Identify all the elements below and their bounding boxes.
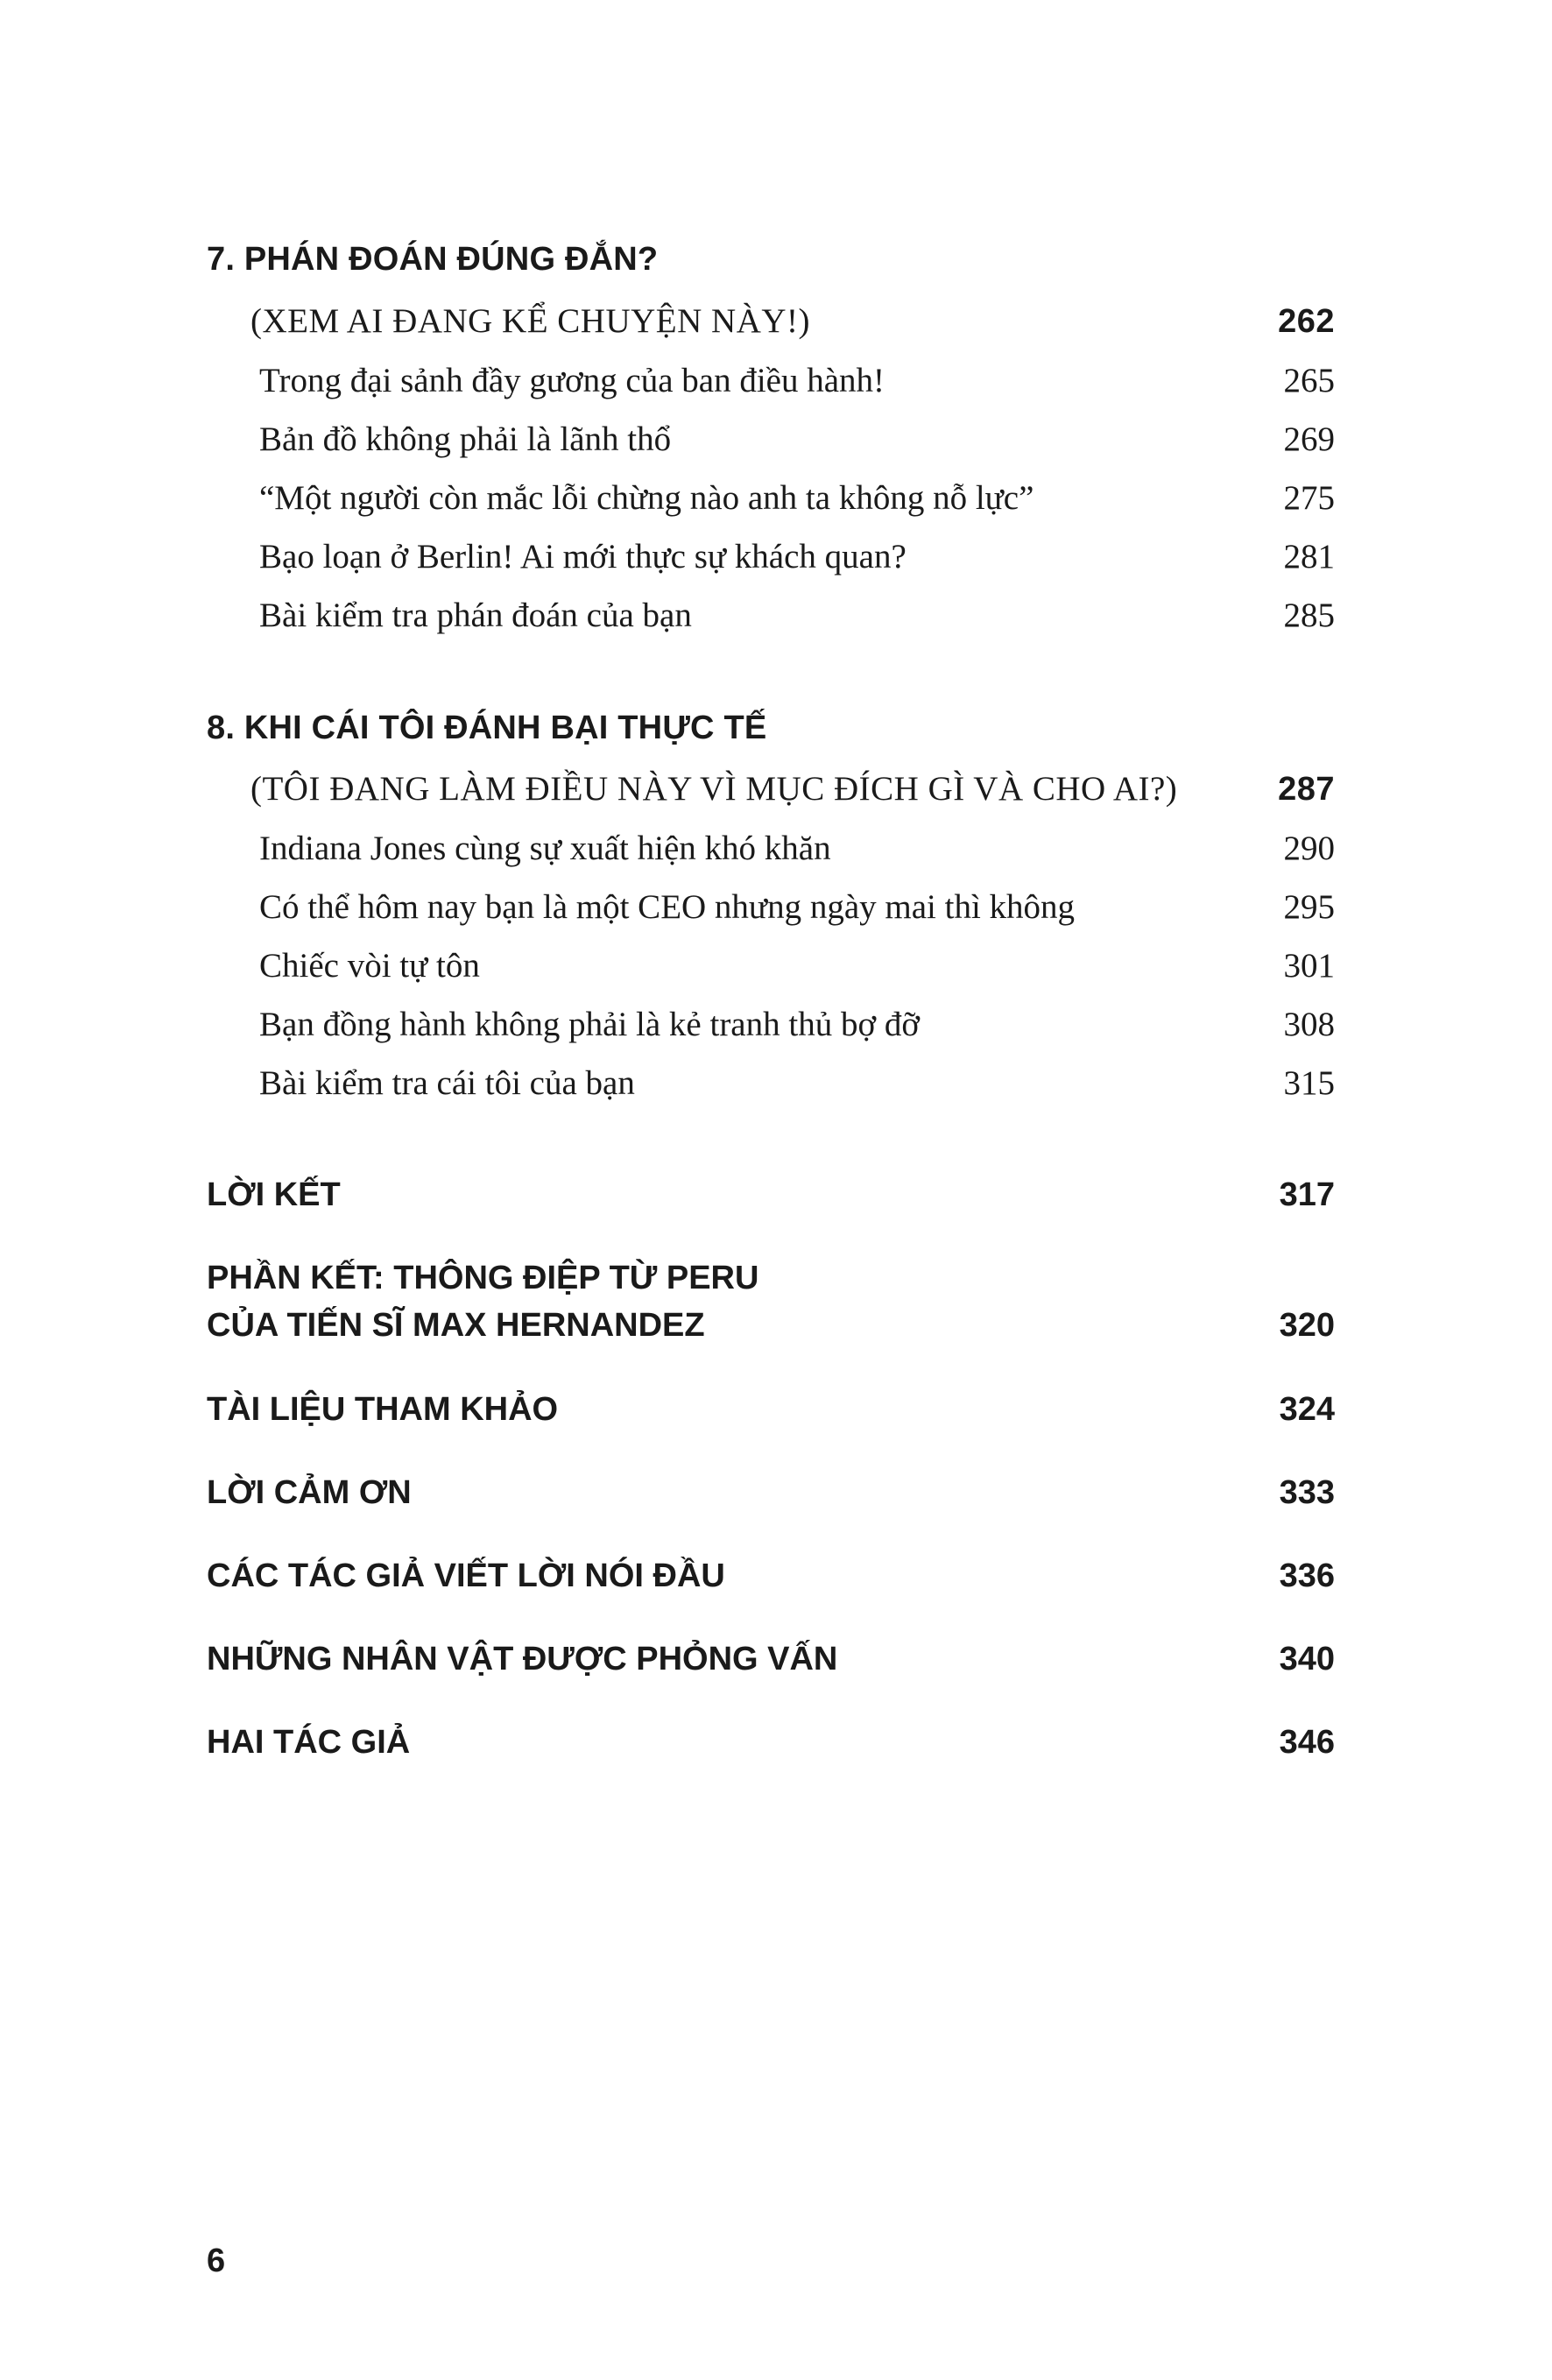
chapter-8-subtitle: (TÔI ĐANG LÀM ĐIỀU NÀY VÌ MỤC ĐÍCH GÌ VÀ CHO AI?) [250,770,1178,808]
chapter-8-subtitle-row [250,769,1335,809]
toc-entry-label: Có thể hôm nay bạn là một CEO nhưng ngày mai thì không [259,888,1076,926]
toc-section-label: HAI TÁC GIẢ [207,1724,411,1761]
toc-entry-page: 269 [1283,420,1335,458]
toc-entry-label: Bạn đồng hành không phải là kẻ tranh thủ bợ đỡ [259,1006,920,1043]
toc-entry [259,887,1335,927]
toc-section-page: 317 [1279,1176,1335,1213]
toc-entry [259,420,1335,459]
toc-section-label: CÁC TÁC GIẢ VIẾT LỜI NÓI ĐẦU [207,1557,725,1594]
toc-section-page: 346 [1279,1724,1335,1761]
toc-entry-label: Bạo loạn ở Berlin! Ai mới thực sự khách quan? [259,538,907,576]
toc-section-page: 336 [1279,1557,1335,1594]
toc-entry-page: 281 [1283,538,1335,576]
chapter-8-title: 8. KHI CÁI TÔI ĐÁNH BẠI THỰC TẾ [207,710,767,746]
toc-entry-page: 295 [1283,888,1335,926]
toc-section-page: 340 [1279,1641,1335,1677]
toc-section-authors [207,1724,1335,1762]
toc-section-epilogue [207,1176,1335,1214]
toc-entry-label: Bản đồ không phải là lãnh thổ [259,420,672,458]
toc-entry-label: “Một người còn mắc lỗi chừng nào anh ta không nỗ lực” [259,479,1034,517]
chapter-7-subtitle: (XEM AI ĐANG KỂ CHUYỆN NÀY!) [250,302,811,340]
toc-entry-label: Indiana Jones cùng sự xuất hiện khó khăn [259,830,831,867]
toc-entry [259,596,1335,635]
table-of-contents [207,0,1335,2380]
toc-section-afterword-line1 [207,1260,1335,1297]
toc-entry [259,361,1335,400]
chapter-7-page: 262 [1278,303,1335,340]
toc-entry-label: Bài kiểm tra cái tôi của bạn [259,1064,635,1102]
toc-entry [259,946,1335,985]
toc-section-label: NHỮNG NHÂN VẬT ĐƯỢC PHỎNG VẤN [207,1641,838,1677]
toc-section-label: PHẦN KẾT: THÔNG ĐIỆP TỪ PERU [207,1260,759,1296]
chapter-8-page: 287 [1278,771,1335,808]
chapter-7-title: 7. PHÁN ĐOÁN ĐÚNG ĐẮN? [207,241,659,278]
toc-entry-label: Bài kiểm tra phán đoán của bạn [259,597,692,634]
toc-entry-page: 301 [1283,947,1335,985]
toc-entry [259,829,1335,868]
toc-section-label: LỜI CẢM ƠN [207,1474,412,1511]
toc-entry-page: 308 [1283,1006,1335,1043]
toc-section-page: 333 [1279,1474,1335,1511]
toc-entry-page: 315 [1283,1064,1335,1102]
toc-section-label: TÀI LIỆU THAM KHẢO [207,1391,559,1428]
toc-section-afterword [207,1307,1335,1345]
toc-entry [259,537,1335,576]
toc-section-interviewees [207,1641,1335,1678]
toc-entry-label: Trong đại sảnh đầy gương của ban điều hành! [259,362,885,399]
toc-section-foreword-authors [207,1557,1335,1595]
toc-section-references [207,1391,1335,1429]
toc-entry [259,1063,1335,1103]
chapter-7-subtitle-row [250,301,1335,341]
page-number: 6 [207,2242,226,2279]
toc-section-page: 324 [1279,1391,1335,1428]
toc-section-page: 320 [1279,1307,1335,1344]
toc-section-label: CỦA TIẾN SĨ MAX HERNANDEZ [207,1307,705,1344]
toc-section-label: LỜI KẾT [207,1176,341,1213]
toc-entry-label: Chiếc vòi tự tôn [259,947,480,985]
toc-entry-page: 285 [1283,597,1335,634]
chapter-7-title-row [207,241,1335,279]
toc-section-acknowledgements [207,1474,1335,1512]
toc-entry-page: 275 [1283,479,1335,517]
chapter-8-title-row [207,710,1335,747]
toc-entry-page: 290 [1283,830,1335,867]
toc-entry [259,1005,1335,1044]
toc-entry-page: 265 [1283,362,1335,399]
toc-entry [259,478,1335,518]
